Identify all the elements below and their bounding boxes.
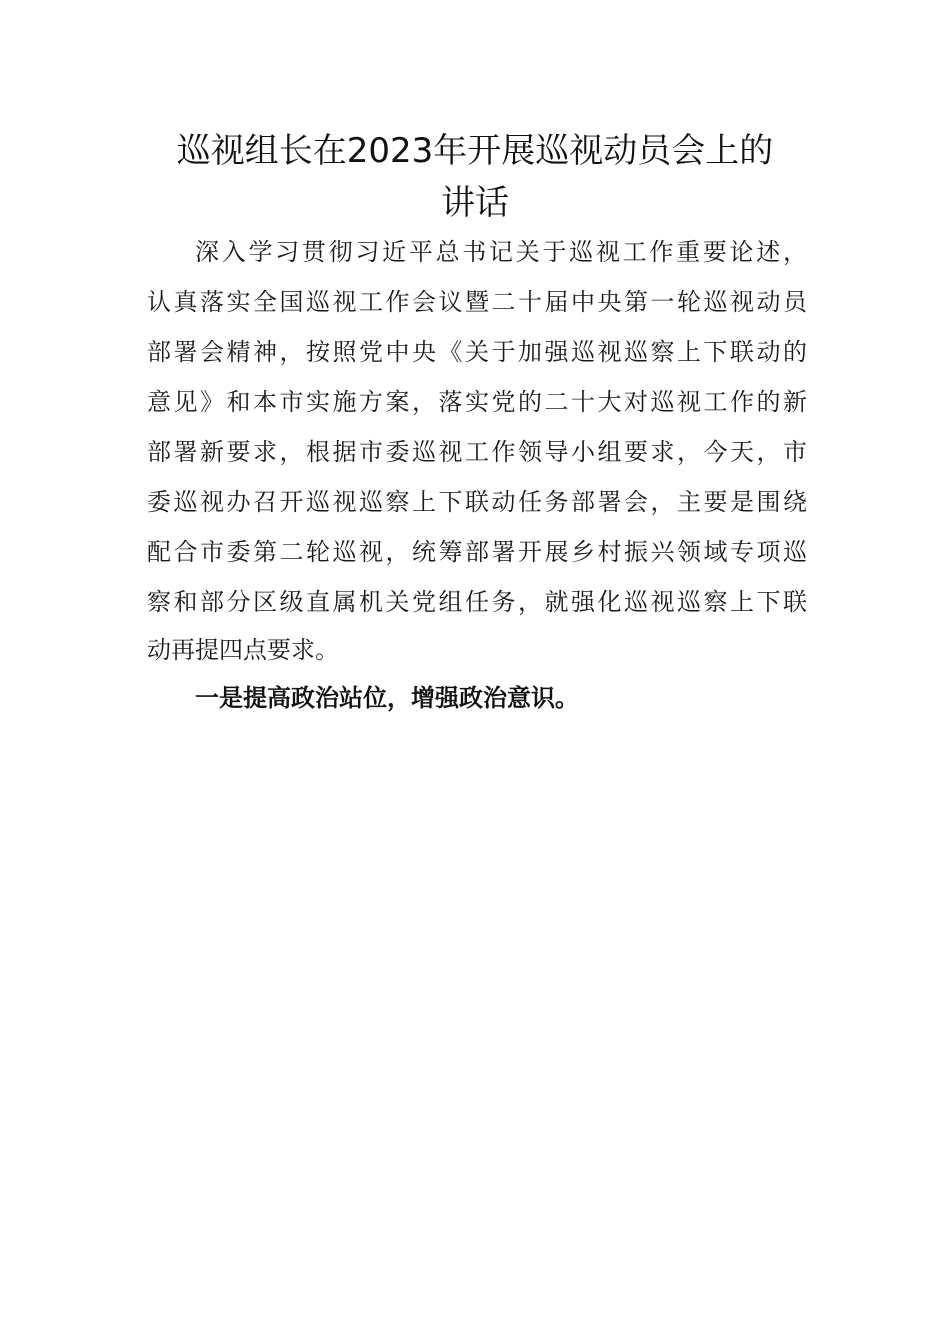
paragraph-line-6: 委巡视办召开巡视巡察上下联动任务部署会，主要是围绕 bbox=[147, 488, 807, 516]
paragraph-line-3: 部署会精神，按照党中央《关于加强巡视巡察上下联动的 bbox=[147, 338, 807, 366]
paragraph-line-8: 察和部分区级直属机关党组任务，就强化巡视巡察上下联 bbox=[147, 588, 807, 616]
paragraph-line-4: 意见》和本市实施方案，落实党的二十大对巡视工作的新 bbox=[147, 388, 807, 416]
paragraph-line-7: 配合市委第二轮巡视，统筹部署开展乡村振兴领域专项巡 bbox=[147, 538, 807, 566]
paragraph-line-5: 部署新要求，根据市委巡视工作领导小组要求，今天，市 bbox=[147, 438, 807, 466]
paragraph-line-1: 深入学习贯彻习近平总书记关于巡视工作重要论述， bbox=[195, 238, 807, 266]
document-title-line-2: 讲话 bbox=[441, 183, 509, 223]
document-title-line-1: 巡视组长在2023年开展巡视动员会上的 bbox=[176, 131, 774, 171]
paragraph-line-9: 动再提四点要求。 bbox=[147, 636, 339, 664]
paragraph-line-2: 认真落实全国巡视工作会议暨二十届中央第一轮巡视动员 bbox=[147, 288, 807, 316]
section-subheading: 一是提高政治站位，增强政治意识。 bbox=[195, 684, 579, 712]
